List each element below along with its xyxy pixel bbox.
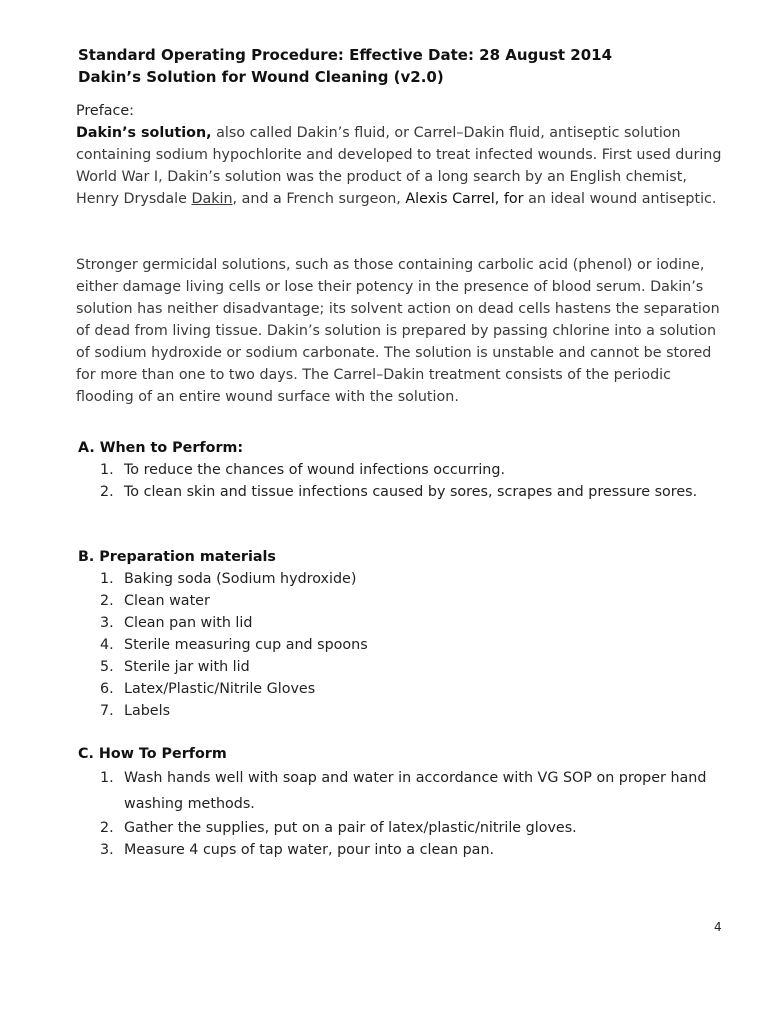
item-text: Gather the supplies, put on a pair of latex/plastic/nitrile gloves.: [124, 820, 577, 836]
item-text: To clean skin and tissue infections caused by sores, scrapes and pressure sores.: [124, 484, 698, 500]
preface-paragraph: [76, 122, 726, 210]
list-item: [78, 656, 728, 678]
section-heading: C. How To Perform: [78, 746, 227, 762]
item-number: 1.: [100, 462, 114, 478]
item-text: Clean pan with lid: [124, 615, 253, 631]
item-number: 5.: [100, 659, 114, 675]
list-item: [78, 817, 728, 839]
list-item: [78, 590, 728, 612]
item-text: To reduce the chances of wound infections occurring.: [124, 462, 505, 478]
section-heading: B. Preparation materials: [78, 549, 276, 565]
list-item: [78, 612, 728, 634]
item-number: 2.: [100, 820, 114, 836]
item-number: 1.: [100, 770, 114, 786]
list-item: [78, 568, 728, 590]
item-number: 2.: [100, 593, 114, 609]
item-text: Wash hands well with soap and water in accordance with VG SOP on proper hand washing methods.: [124, 770, 707, 812]
list-item: [78, 634, 728, 656]
item-number: 4.: [100, 637, 114, 653]
item-text: Measure 4 cups of tap water, pour into a clean pan.: [124, 842, 495, 858]
item-text: Clean water: [124, 593, 210, 609]
list-item: [78, 765, 728, 817]
preface-text-3: an ideal wound antiseptic.: [523, 191, 717, 207]
item-number: 3.: [100, 615, 114, 631]
preface-section: [76, 100, 726, 210]
list-item: [78, 678, 728, 700]
item-number: 3.: [100, 842, 114, 858]
section-how-to-perform: [78, 743, 728, 861]
title-line-2: Dakin’s Solution for Wound Cleaning (v2.0): [78, 68, 444, 86]
list-item: [78, 839, 728, 861]
document-title: [78, 44, 612, 88]
section-list: [78, 765, 728, 861]
section-when-to-perform: [78, 437, 728, 503]
preface-text-1: also called Dakin’s fluid, or Carrel–Dakin fluid, antiseptic solution containing sodium hypochlorite and developed to treat infected wounds. First used during World War I, Dakin’s solution was the product of a long search by an English chemist, Henry Drysdale: [76, 125, 722, 207]
item-number: 1.: [100, 571, 114, 587]
preface-text-2: , and a French surgeon,: [232, 191, 406, 207]
section-heading: A. When to Perform:: [78, 440, 244, 456]
list-item: [78, 459, 728, 481]
item-number: 6.: [100, 681, 114, 697]
preface-label: Preface:: [76, 103, 134, 119]
preface-term: Dakin’s solution,: [76, 125, 212, 141]
item-text: Latex/Plastic/Nitrile Gloves: [124, 681, 316, 697]
preface-surgeon: Alexis Carrel, for: [405, 191, 524, 207]
item-text: Baking soda (Sodium hydroxide): [124, 571, 357, 587]
section-list: [78, 568, 728, 722]
title-line-1: Standard Operating Procedure: Effective Date: 28 August 2014: [78, 46, 613, 64]
list-item: [78, 481, 728, 503]
item-number: 2.: [100, 484, 114, 500]
item-text: Sterile measuring cup and spoons: [124, 637, 368, 653]
section-list: [78, 459, 728, 503]
section-preparation-materials: [78, 546, 728, 722]
dakin-link[interactable]: Dakin: [191, 191, 233, 207]
item-text: Labels: [124, 703, 171, 719]
page-number: 4: [714, 920, 722, 934]
item-number: 7.: [100, 703, 114, 719]
list-item: [78, 700, 728, 722]
item-text: Sterile jar with lid: [124, 659, 250, 675]
germicidal-paragraph: Stronger germicidal solutions, such as those containing carbolic acid (phenol) or iodine, either damage living cells or lose their potency in the presence of blood serum. Dakin’s solution has neither disadvantage; its solvent action on dead cells hastens the separation of dead from living tissue. Dakin’s solution is prepared by passing chlorine into a solution of sodium hydroxide or sodium carbonate. The solution is unstable and cannot be stored for more than one to two days. The Carrel–Dakin treatment consists of the periodic flooding of an entire wound surface with the solution.: [76, 257, 720, 405]
